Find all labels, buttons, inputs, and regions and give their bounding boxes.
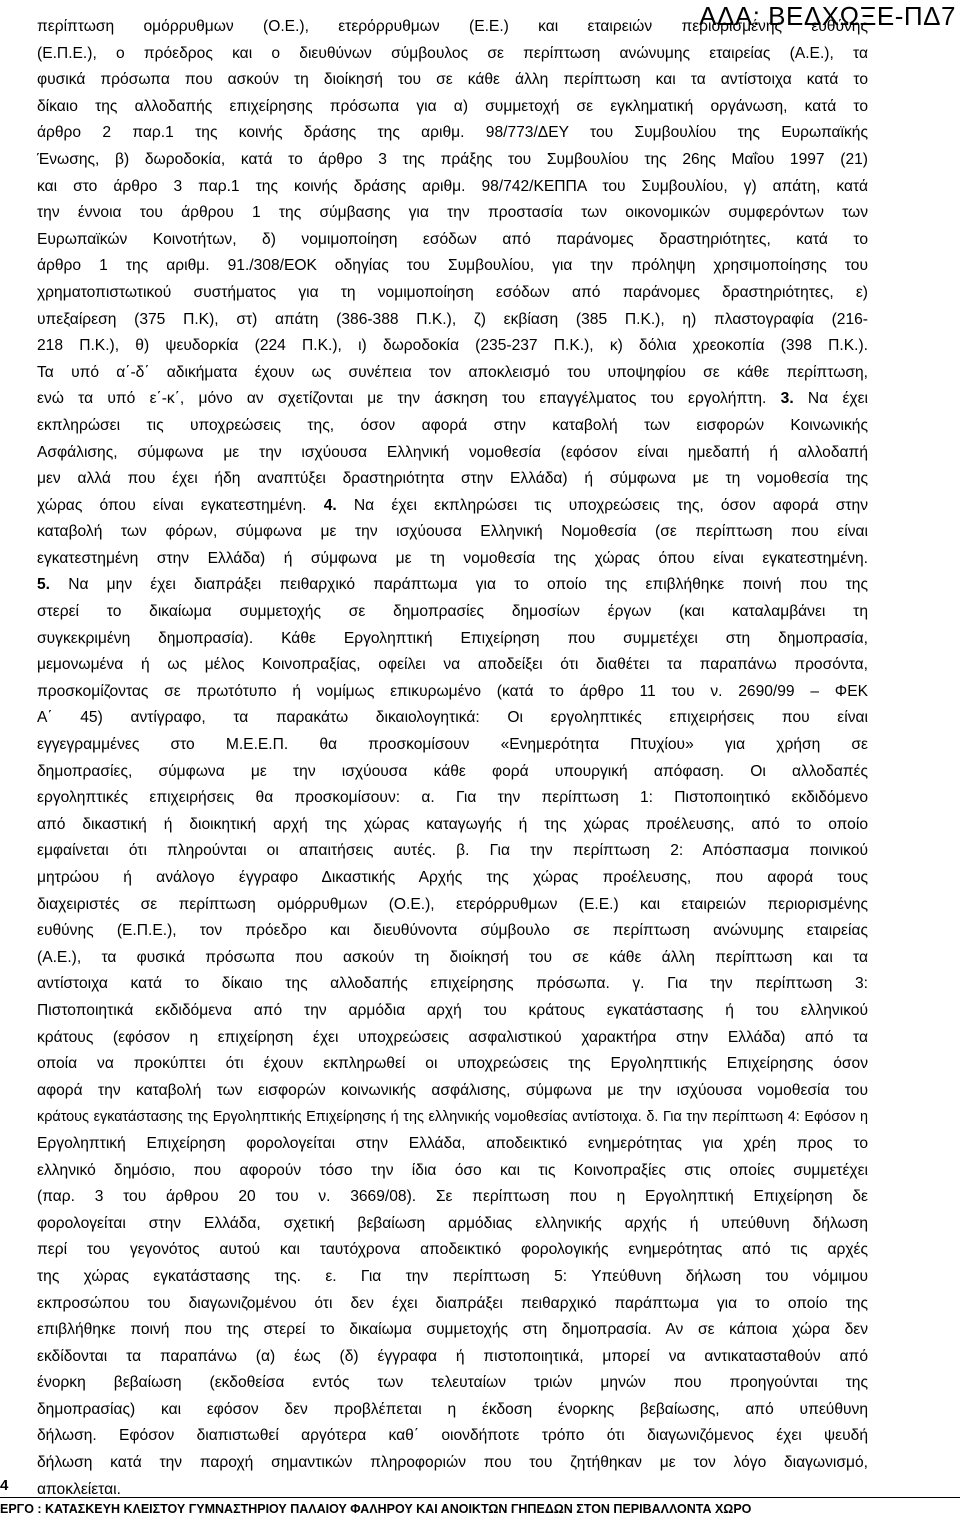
text-run: δημοπρασίες, σύμφωνα με την ισχύουσα κάθε φορά υπουργική απόφαση. Οι αλλοδαπές (37, 762, 868, 780)
text-run: αποκλείεται. (37, 1480, 121, 1498)
text-run: φορολογείται στην Ελλάδα, σχετική βεβαίωση αρμόδιας ελληνικής αρχής ή υπεύθυνη δήλωση (37, 1214, 868, 1232)
text-line (37, 466, 868, 493)
text-run: δίκαιο της αλλοδαπής επιχείρησης πρόσωπα για α) συμμετοχή σε εγκληματική οργάνωση, κατά το (37, 97, 868, 115)
text-line (37, 1477, 868, 1504)
text-line (37, 1078, 868, 1105)
text-run: Α΄ 45) αντίγραφο, τα παρακάτω δικαιολογητικά: Οι εργοληπτικές επιχειρήσεις που είναι (37, 709, 868, 727)
text-run: δήλωση κατά την παροχή σημαντικών πληροφοριών που του ζητήθηκαν με τον λόγο διαγωνισμό, (37, 1454, 868, 1472)
text-line (37, 626, 868, 653)
text-line (37, 386, 868, 413)
text-run: κράτους εγκατάστασης της Εργοληπτικής Επιχείρησης ή της ελληνικής νομοθεσίας αντίστοιχα. δ. Για την περίπτωση 4: Εφόσον η (37, 1109, 868, 1126)
text-line (37, 413, 868, 440)
text-run: ενώ τα υπό ε΄-κ΄, μόνο αν σχετίζονται με την άσκηση του επαγγέλματος του εργολήπτη. (37, 390, 781, 408)
text-line (37, 1051, 868, 1078)
text-line (37, 1291, 868, 1318)
text-line (37, 307, 868, 334)
text-line (37, 519, 868, 546)
text-run: της χώρας εγκατάστασης της. ε. Για την περίπτωση 5: Υπεύθυνη δήλωση του νόμιμου (37, 1267, 868, 1285)
text-run: εκδίδονται τα παραπάνω (α) έως (δ) έγγραφα ή πιστοποιητικά, μπορεί να αντικατασταθούν από (37, 1347, 868, 1365)
text-run: προσκομίζοντας σε πρωτότυπο ή νομίμως επικυρωμένο (κατά το άρθρο 11 του ν. 2690/99 – ΦΕΚ (37, 682, 868, 700)
text-run: εγκατεστημένη στην Ελλάδα) ή σύμφωνα με τη νομοθεσία της χώρας όπου είναι εγκατεστημένη. (37, 549, 868, 567)
text-run: Ευρωπαϊκών Κοινοτήτων, δ) νομιμοποίηση εσόδων από παράνομες δραστηριότητες, κατά το (37, 230, 868, 248)
text-line (37, 333, 868, 360)
text-line (37, 1397, 868, 1424)
text-line (37, 440, 868, 467)
text-run: μεν αλλά που έχει ήδη αναπτύξει δραστηριότητα στην Ελλάδα) ή σύμφωνα με τη νομοθεσία της (37, 470, 868, 488)
text-run: χώρας όπου είναι εγκατεστημένη. (37, 496, 324, 514)
text-run: Να έχει (793, 390, 869, 408)
text-run: δημοπρασίας) και εφόσον δεν προβλέπεται η έκδοση ένορκης βεβαίωσης, από υπεύθυνη (37, 1400, 868, 1418)
text-run: ελληνικό δημόσιο, που αφορούν τόσο την ίδια όσο και τις Κοινοπραξίες στις οποίες συμμετέχει (37, 1161, 868, 1179)
text-run: αντίστοιχα κατά το δίκαιο της αλλοδαπής επιχείρησης πρόσωπα. γ. Για την περίπτωση 3: (37, 975, 868, 993)
text-run: δήλωση. Εφόσον διαπιστωθεί αργότερα καθ΄ οιονδήποτε τρόπο ότι διαγωνιζόμενος έχει ψευδή (37, 1427, 868, 1445)
ada-code: ΑΔΑ: ΒΕΔΧΩΞΕ-ΠΔ7 (699, 1, 956, 31)
text-line (37, 1317, 868, 1344)
text-run: οποία να προκύπτει ότι έχουν εκπληρωθεί οι υποχρεώσεις της Εργοληπτικής Επιχείρησης όσον (37, 1055, 868, 1073)
text-line (37, 120, 868, 147)
text-run: άρθρο 1 της αριθμ. 91./308/ΕΟΚ οδηγίας του Συμβουλίου, για την πρόληψη χρησιμοποίησης του (37, 257, 868, 275)
text-run: μητρώου ή ανάλογο έγγραφο Δικαστικής Αρχής της χώρας προέλευσης, που αφορά τους (37, 869, 868, 886)
text-line (37, 1131, 868, 1158)
text-line (37, 812, 868, 839)
text-run: ευθύνης (Ε.Π.Ε.), τον πρόεδρο και διευθύνοντα σύμβουλο σε περίπτωση ανώνυμης εταιρείας (37, 922, 868, 940)
item-number: 4. (323, 496, 337, 514)
page-number: 4 (0, 1477, 9, 1494)
text-run: περίπτωση ομόρρυθμων (Ο.Ε.), ετερόρρυθμων (Ε.Ε.) και εταιρειών περιορισμένης ευθύνης (37, 18, 868, 35)
text-line (37, 652, 868, 679)
text-run: 218 Π.Κ.), θ) ψευδορκία (224 Π.Κ.), ι) δωροδοκία (235-237 Π.Κ.), κ) δόλια χρεοκοπία (398 Π.Κ.). (37, 337, 868, 355)
text-run: χρηματοπιστωτικού συστήματος για τη νομιμοποίηση εσόδων από παράνομες δραστηριότητες, ε) (37, 283, 868, 301)
text-run: εγγεγραμμένες στο Μ.Ε.Ε.Π. θα προσκομίσουν «Ενημερότητα Πτυχίου» για χρήση σε (37, 736, 868, 754)
document-body (37, 14, 868, 1503)
text-run: Πιστοποιητικά εκδιδόμενα από την αρμόδια αρχή του κράτους εγκατάστασης ή του ελληνικού (37, 1001, 868, 1019)
text-line (37, 94, 868, 121)
text-run: Ασφάλισης, σύμφωνα με την ισχύουσα Ελληνική νομοθεσία (εφόσον είναι ημεδαπή ή αλλοδαπή (37, 443, 868, 461)
text-line (37, 546, 868, 573)
text-run: εκπληρώσει τις υποχρεώσεις της, όσον αφορά στην καταβολή των εισφορών Κοινωνικής (37, 416, 868, 434)
text-line (37, 1184, 868, 1211)
text-run: Να έχει εκπληρώσει τις υποχρεώσεις της, όσον αφορά στην (336, 496, 868, 514)
text-run: στερεί το δικαίωμα συμμετοχής σε δημοπρασίες δημοσίων έργων (και καταλαμβάνει τη (37, 603, 868, 621)
footer-project-title: ΕΡΓΟ : ΚΑΤΑΣΚΕΥΗ ΚΛΕΙΣΤΟΥ ΓΥΜΝΑΣΤΗΡΙΟΥ ΠΑΛΑΙΟΥ ΦΑΛΗΡΟΥ ΚΑΙ ΑΝΟΙΚΤΩΝ ΓΗΠΕΔΩΝ ΣΤΟΝ ΠΕΡΙΒΑΛΛΟΝΤΑ ΧΩΡΟ (0, 1502, 752, 1516)
text-line (37, 41, 868, 68)
text-run: κράτους (εφόσον η επιχείρηση έχει υποχρεώσεις ασφαλιστικού χαρακτήρα στην Ελλάδα) από τα (37, 1028, 868, 1046)
text-line (37, 1423, 868, 1450)
text-run: περί του γεγονότος αυτού και ταυτόχρονα αποδεικτικό φορολογικής ενημερότητας από τις αρχές (37, 1241, 868, 1259)
text-line (37, 759, 868, 786)
text-run: (Α.Ε.), τα φυσικά πρόσωπα που ασκούν τη διοίκησή του σε κάθε άλλη περίπτωση και τα (37, 948, 868, 966)
text-run: την έννοια του άρθρου 1 της σύμβασης για την προστασία των οικονομικών συμφερόντων των (37, 204, 868, 222)
text-line (37, 918, 868, 945)
text-line (37, 1104, 868, 1131)
text-line (37, 945, 868, 972)
text-run: καταβολή των φόρων, σύμφωνα με την ισχύουσα Ελληνική Νομοθεσία (σε περίπτωση που είναι (37, 523, 868, 541)
text-run: διαχειριστές σε περίπτωση ομόρρυθμων (Ο.Ε.), ετερόρρυθμων (Ε.Ε.) και εταιρειών περιορισμένης (37, 895, 868, 913)
item-number: 5. (37, 576, 51, 594)
text-run: Εργοληπτική Επιχείρηση φορολογείται στην Ελλάδα, αποδεικτικό ενημερότητας για χρέη προς το (37, 1134, 868, 1152)
text-run: επιβλήθηκε ποινή που της στερεί το δικαίωμα συμμετοχής στη δημοπρασία. Αν σε κάποια χώρα δεν (37, 1321, 868, 1339)
text-line (37, 892, 868, 919)
text-run: μεμονωμένα ή ως μέλος Κοινοπραξίας, οφείλει να αποδείξει ότι διαθέτει τα παραπάνω προσόντα, (37, 656, 868, 674)
text-line (37, 732, 868, 759)
text-line (37, 1344, 868, 1371)
text-run: Τα υπό α΄-δ΄ αδικήματα έχουν ως συνέπεια τον αποκλεισμό του υποψηφίου σε κάθε περίπτωση, (37, 363, 868, 381)
text-line (37, 227, 868, 254)
text-line (37, 200, 868, 227)
text-run: άρθρο 2 παρ.1 της κοινής δράσης της αριθμ. 98/773/ΔΕΥ του Συμβουλίου της Ευρωπαϊκής (37, 124, 868, 142)
text-run: εργοληπτικές επιχειρήσεις θα προσκομίσουν: α. Για την περίπτωση 1: Πιστοποιητικό εκδιδόμενο (37, 789, 868, 807)
text-line (37, 360, 868, 387)
text-run: εκπροσώπου του διαγωνιζομένου ότι δεν έχει διαπράξει πειθαρχικό παράπτωμα για το οποίο της (37, 1294, 868, 1312)
text-line (37, 998, 868, 1025)
text-line (37, 14, 868, 41)
text-line (37, 1025, 868, 1052)
text-line (37, 1211, 868, 1238)
text-line (37, 1237, 868, 1264)
text-run: υπεξαίρεση (375 Π.Κ), στ) απάτη (386-388 Π.Κ.), ζ) εκβίαση (385 Π.Κ.), η) πλαστογραφία (216- (37, 310, 868, 328)
text-line (37, 174, 868, 201)
text-run: από δικαστική ή διοικητική αρχή της χώρας καταγωγής ή της χώρας προέλευσης, από το οποίο (37, 815, 868, 833)
text-run: αφορά την καταβολή των εισφορών κοινωνικής ασφάλισης, σύμφωνα με την ισχύουσα νομοθεσία του (37, 1081, 868, 1099)
text-line (37, 865, 868, 892)
text-run: ένορκη βεβαίωση (εκδοθείσα εντός των τελευταίων τριών μηνών που προηγούνται της (37, 1374, 868, 1392)
text-line (37, 971, 868, 998)
text-line (37, 838, 868, 865)
text-line (37, 705, 868, 732)
text-run: συγκεκριμένη δημοπρασία). Κάθε Εργοληπτική Επιχείρηση που συμμετέχει στη δημοπρασία, (37, 629, 868, 647)
text-line (37, 1264, 868, 1291)
text-line (37, 679, 868, 706)
text-line (37, 280, 868, 307)
footer-divider (0, 1497, 960, 1498)
text-run: Να μην έχει διαπράξει πειθαρχικό παράπτωμα για το οποίο της επιβλήθηκε ποινή που της (50, 576, 868, 594)
text-run: εμφαίνεται ότι πληρούνται οι απαιτήσεις αυτές. β. Για την περίπτωση 2: Απόσπασμα ποινικού (37, 842, 868, 860)
item-number: 3. (780, 390, 794, 408)
text-line (37, 67, 868, 94)
text-line (37, 1450, 868, 1477)
text-run: (παρ. 3 του άρθρου 20 του ν. 3669/08). Σε περίπτωση που η Εργοληπτική Επιχείρηση δε (37, 1188, 868, 1206)
text-run: φυσικά πρόσωπα που ασκούν τη διοίκησή του σε κάθε άλλη περίπτωση και τα αντίστοιχα κατά το (37, 71, 868, 89)
text-line (37, 599, 868, 626)
text-line (37, 1158, 868, 1185)
text-line (37, 1370, 868, 1397)
text-line (37, 493, 868, 520)
text-run: (Ε.Π.Ε.), ο πρόεδρος και ο διευθύνων σύμβουλος σε περίπτωση ανώνυμης εταιρείας (Α.Ε.), τα (37, 44, 868, 62)
text-run: και στο άρθρο 3 παρ.1 της κοινής δράσης αριθμ. 98/742/ΚΕΠΠΑ του Συμβουλίου, γ) απάτη, κατά (37, 177, 868, 195)
text-line (37, 147, 868, 174)
text-line (37, 253, 868, 280)
text-line (37, 572, 868, 599)
text-run: Ένωσης, β) δωροδοκία, κατά το άρθρο 3 της πράξης του Συμβουλίου της 26ης Μαΐου 1997 (21) (37, 150, 868, 168)
text-line (37, 785, 868, 812)
